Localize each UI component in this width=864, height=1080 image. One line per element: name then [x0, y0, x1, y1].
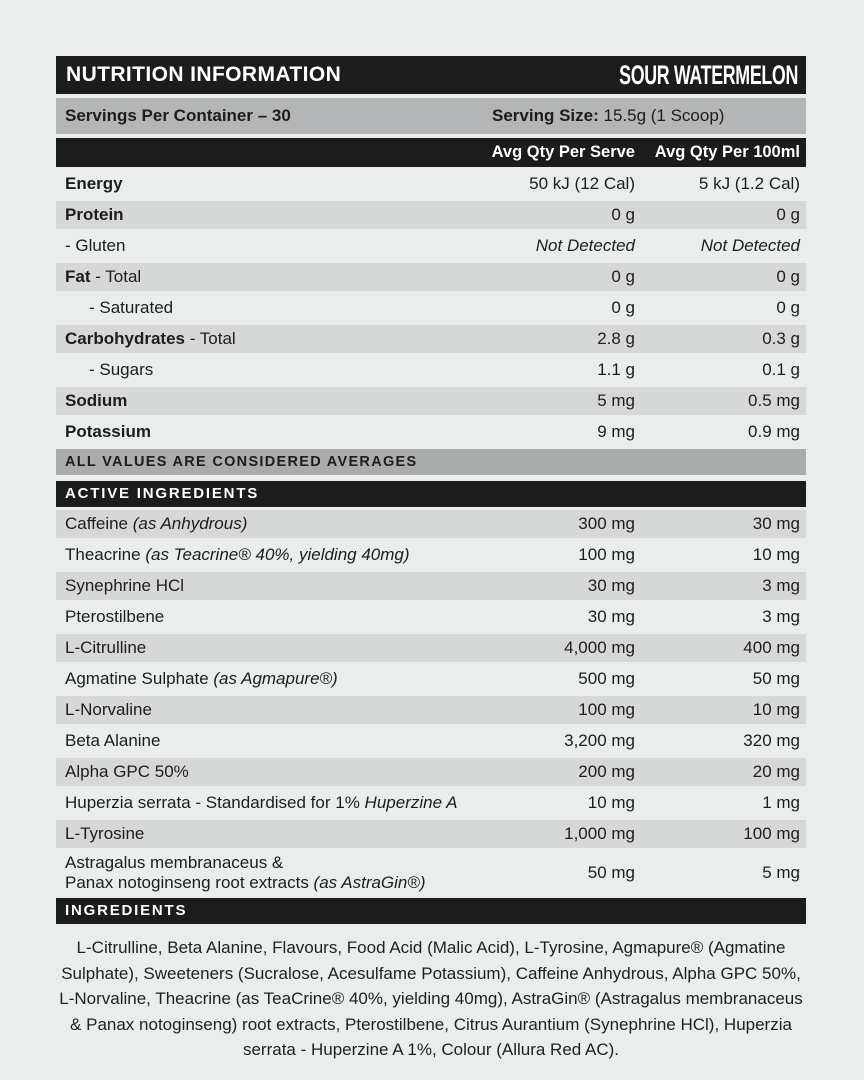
value-per-100ml: 0.5 mg	[748, 391, 800, 410]
value-per-100ml: 10 mg	[752, 700, 800, 719]
value-per-serve: 30 mg	[587, 576, 635, 595]
table-row	[56, 201, 806, 229]
value-per-100ml: 5 kJ (1.2 Cal)	[698, 174, 800, 193]
row-label-part: Fat	[65, 267, 91, 286]
row-label	[56, 851, 465, 895]
value-per-100ml: 0.1 g	[762, 360, 800, 379]
value-per-100ml: 20 mg	[752, 762, 800, 781]
row-label-part: Carbohydrates	[65, 329, 185, 348]
row-label	[56, 298, 465, 318]
table-row	[56, 851, 806, 895]
column-header-per-serve: Avg Qty Per Serve	[491, 143, 635, 161]
row-label	[56, 700, 465, 720]
row-label-part: - Sugars	[89, 360, 154, 379]
serving-size	[492, 106, 724, 126]
row-label-part: L-Norvaline	[65, 700, 152, 719]
row-label-part: (as Anhydrous)	[132, 514, 248, 533]
row-label	[56, 824, 465, 844]
row-label	[56, 174, 465, 194]
value-per-100ml: 1 mg	[762, 793, 800, 812]
row-label	[56, 793, 465, 813]
table-row	[56, 387, 806, 415]
value-per-serve: Not Detected	[535, 236, 635, 255]
row-label	[56, 638, 465, 658]
serving-size-label: Serving Size:	[492, 106, 599, 125]
value-per-100ml: 0 g	[776, 205, 800, 224]
ingredients-list: L-Citrulline, Beta Alanine, Flavours, Food Acid (Malic Acid), L-Tyrosine, Agmapure® (Agmatine Sulphate), Sweeteners (Sucralose, Acesulfame Potassium), Caffeine Anhydrous, Alpha GPC 50%, L-Norvaline, Theacrine (as TeaCrine® 40%, yielding 40mg), AstraGin® (Astragalus membranaceus & Panax notoginseng) root extracts, Pterostilbene, Citrus Aurantium (Synephrine HCl), Huperzia serrata - Huperzine A 1%, Colour (Allura Red AC).	[59, 938, 803, 1059]
table-row	[56, 294, 806, 322]
value-per-100ml: 3 mg	[762, 607, 800, 626]
row-label	[56, 391, 465, 411]
column-header-per-100ml: Avg Qty Per 100ml	[654, 143, 800, 161]
row-label-part: - Gluten	[65, 236, 126, 255]
row-label-part: L-Citrulline	[65, 638, 147, 657]
table-row	[56, 356, 806, 384]
value-per-serve: 1.1 g	[597, 360, 635, 379]
value-per-100ml: 100 mg	[743, 824, 800, 843]
table-row	[56, 541, 806, 569]
row-label	[56, 267, 465, 287]
value-per-100ml: 400 mg	[743, 638, 800, 657]
table-row	[56, 727, 806, 755]
row-label	[56, 607, 465, 627]
value-per-serve: 1,000 mg	[564, 824, 635, 843]
value-per-serve: 50 kJ (12 Cal)	[529, 174, 635, 193]
row-label-part: Pterostilbene	[65, 607, 165, 626]
row-label-part: Huperzine A	[364, 793, 458, 812]
row-label-part: L-Tyrosine	[65, 824, 145, 843]
value-per-100ml: 0 g	[776, 267, 800, 286]
row-label	[56, 731, 465, 751]
active-ingredient-rows	[56, 510, 806, 895]
value-per-100ml: 0.9 mg	[748, 422, 800, 441]
row-label-part: Sodium	[65, 391, 128, 410]
value-per-100ml: 50 mg	[752, 669, 800, 688]
value-per-serve: 5 mg	[597, 391, 635, 410]
row-label-part: Theacrine	[65, 545, 146, 564]
table-row	[56, 325, 806, 353]
row-label	[56, 205, 465, 225]
value-per-100ml: 320 mg	[743, 731, 800, 750]
row-label-part: Agmatine Sulphate	[65, 669, 214, 688]
ingredients-header: INGREDIENTS	[56, 898, 806, 924]
value-per-serve: 2.8 g	[597, 329, 635, 348]
row-label-part: Panax notoginseng root extracts	[65, 873, 314, 892]
row-label-part: (as Agmapure®)	[213, 669, 338, 688]
value-per-serve: 3,200 mg	[564, 731, 635, 750]
row-label-part: Synephrine HCl	[65, 576, 185, 595]
value-per-serve: 200 mg	[578, 762, 635, 781]
value-per-serve: 100 mg	[578, 700, 635, 719]
table-row	[56, 665, 806, 693]
row-label	[56, 422, 465, 442]
row-label-part: (as Teacrine® 40%, yielding 40mg)	[145, 545, 410, 564]
row-label-part: Potassium	[65, 422, 151, 441]
table-row	[56, 263, 806, 291]
flavor-name: SOUR WATERMELON	[619, 59, 798, 90]
value-per-serve: 4,000 mg	[564, 638, 635, 657]
row-label-part: Huperzia serrata - Standardised for 1%	[65, 793, 365, 812]
table-row	[56, 170, 806, 198]
serving-info-bar	[56, 98, 806, 134]
row-label	[56, 669, 465, 689]
table-row	[56, 510, 806, 538]
row-label-part: Beta Alanine	[65, 731, 161, 750]
value-per-serve: 300 mg	[578, 514, 635, 533]
row-label-part: Protein	[65, 205, 124, 224]
table-row	[56, 634, 806, 662]
row-label	[56, 360, 465, 380]
value-per-100ml: 10 mg	[752, 545, 800, 564]
title-bar	[56, 56, 806, 94]
value-per-serve: 100 mg	[578, 545, 635, 564]
row-label-part: Astragalus membranaceus &	[65, 853, 284, 872]
value-per-serve: 0 g	[611, 267, 635, 286]
active-ingredients-header: ACTIVE INGREDIENTS	[56, 481, 806, 507]
row-label-part: (as AstraGin®)	[313, 873, 426, 892]
servings-per-container: Servings Per Container – 30	[65, 106, 291, 125]
value-per-serve: 500 mg	[578, 669, 635, 688]
value-per-100ml: 5 mg	[762, 863, 800, 882]
row-label	[56, 545, 465, 565]
nutrition-label	[56, 56, 806, 1063]
table-row	[56, 820, 806, 848]
value-per-100ml: 0.3 g	[762, 329, 800, 348]
row-label	[56, 576, 465, 596]
table-row	[56, 696, 806, 724]
row-label-part: Energy	[65, 174, 123, 193]
row-label-part: Alpha GPC 50%	[65, 762, 189, 781]
value-per-serve: 0 g	[611, 298, 635, 317]
column-header-bar	[56, 138, 806, 167]
row-label	[56, 329, 465, 349]
table-row	[56, 572, 806, 600]
page-title: NUTRITION INFORMATION	[66, 63, 342, 86]
value-per-serve: 9 mg	[597, 422, 635, 441]
table-row	[56, 603, 806, 631]
table-row	[56, 758, 806, 786]
row-label-part: - Total	[184, 329, 236, 348]
value-per-100ml: Not Detected	[700, 236, 800, 255]
row-label	[56, 514, 465, 534]
table-row	[56, 789, 806, 817]
serving-size-value: 15.5g (1 Scoop)	[598, 106, 725, 125]
value-per-serve: 10 mg	[587, 793, 635, 812]
nutrition-rows	[56, 170, 806, 446]
table-row	[56, 418, 806, 446]
value-per-serve: 50 mg	[587, 863, 635, 882]
value-per-100ml: 0 g	[776, 298, 800, 317]
row-label-part: Caffeine	[65, 514, 133, 533]
value-per-serve: 30 mg	[587, 607, 635, 626]
row-label-part: - Total	[90, 267, 142, 286]
value-per-serve: 0 g	[611, 205, 635, 224]
row-label	[56, 762, 465, 782]
table-row	[56, 232, 806, 260]
averages-note-bar: ALL VALUES ARE CONSIDERED AVERAGES	[56, 449, 806, 475]
value-per-100ml: 3 mg	[762, 576, 800, 595]
row-label-part: - Saturated	[89, 298, 174, 317]
row-label	[56, 236, 465, 256]
value-per-100ml: 30 mg	[752, 514, 800, 533]
